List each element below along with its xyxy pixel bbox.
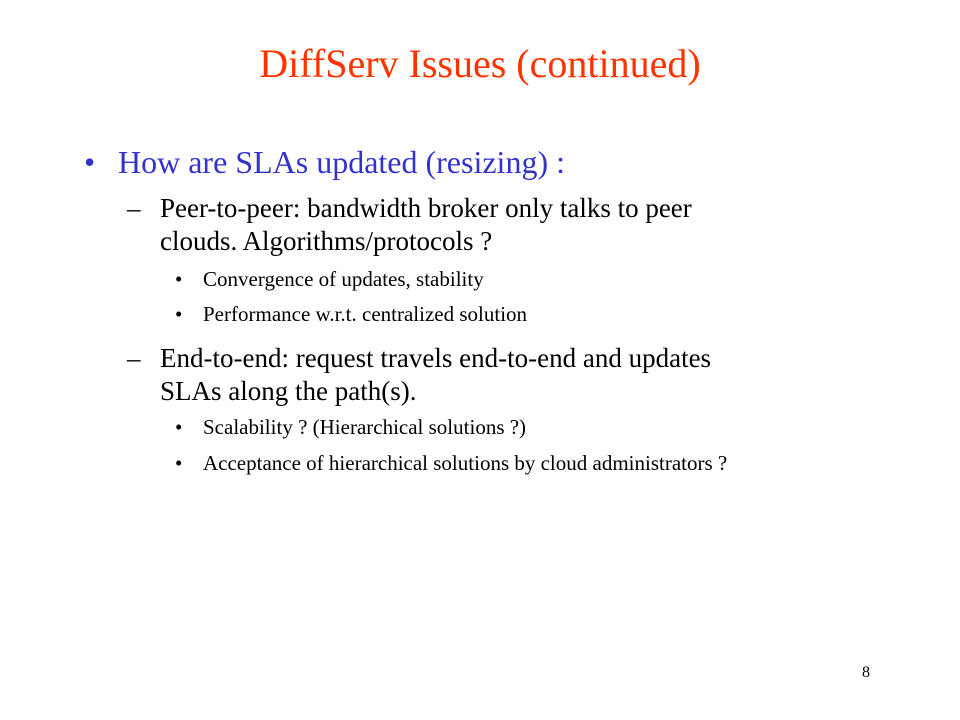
dash-marker: – bbox=[127, 193, 141, 223]
point-marker: • bbox=[175, 415, 183, 439]
main-bullet-text: How are SLAs updated (resizing) : bbox=[118, 144, 565, 180]
bullet-marker: • bbox=[84, 144, 96, 180]
point-marker: • bbox=[175, 267, 183, 291]
point-text: Convergence of updates, stability bbox=[203, 267, 484, 291]
point-marker: • bbox=[175, 451, 183, 475]
sub-item-line: End-to-end: request travels end-to-end and updates bbox=[160, 343, 712, 373]
point-text: Acceptance of hierarchical solutions by cloud administrators ? bbox=[203, 451, 728, 475]
slide-title: DiffServ Issues (continued) bbox=[259, 41, 701, 86]
sub-item-text bbox=[160, 342, 880, 408]
sub-item-line: SLAs along the path(s). bbox=[160, 376, 417, 406]
sub-item-line: Peer-to-peer: bandwidth broker only talks to peer bbox=[160, 193, 692, 223]
point-text: Performance w.r.t. centralized solution bbox=[203, 302, 528, 326]
point-marker: • bbox=[175, 302, 183, 326]
point-text: Scalability ? (Hierarchical solutions ?) bbox=[203, 415, 527, 439]
page-number: 8 bbox=[862, 664, 870, 681]
sub-item-text bbox=[160, 192, 880, 258]
dash-marker: – bbox=[127, 343, 141, 373]
sub-item-line: clouds. Algorithms/protocols ? bbox=[160, 226, 493, 256]
